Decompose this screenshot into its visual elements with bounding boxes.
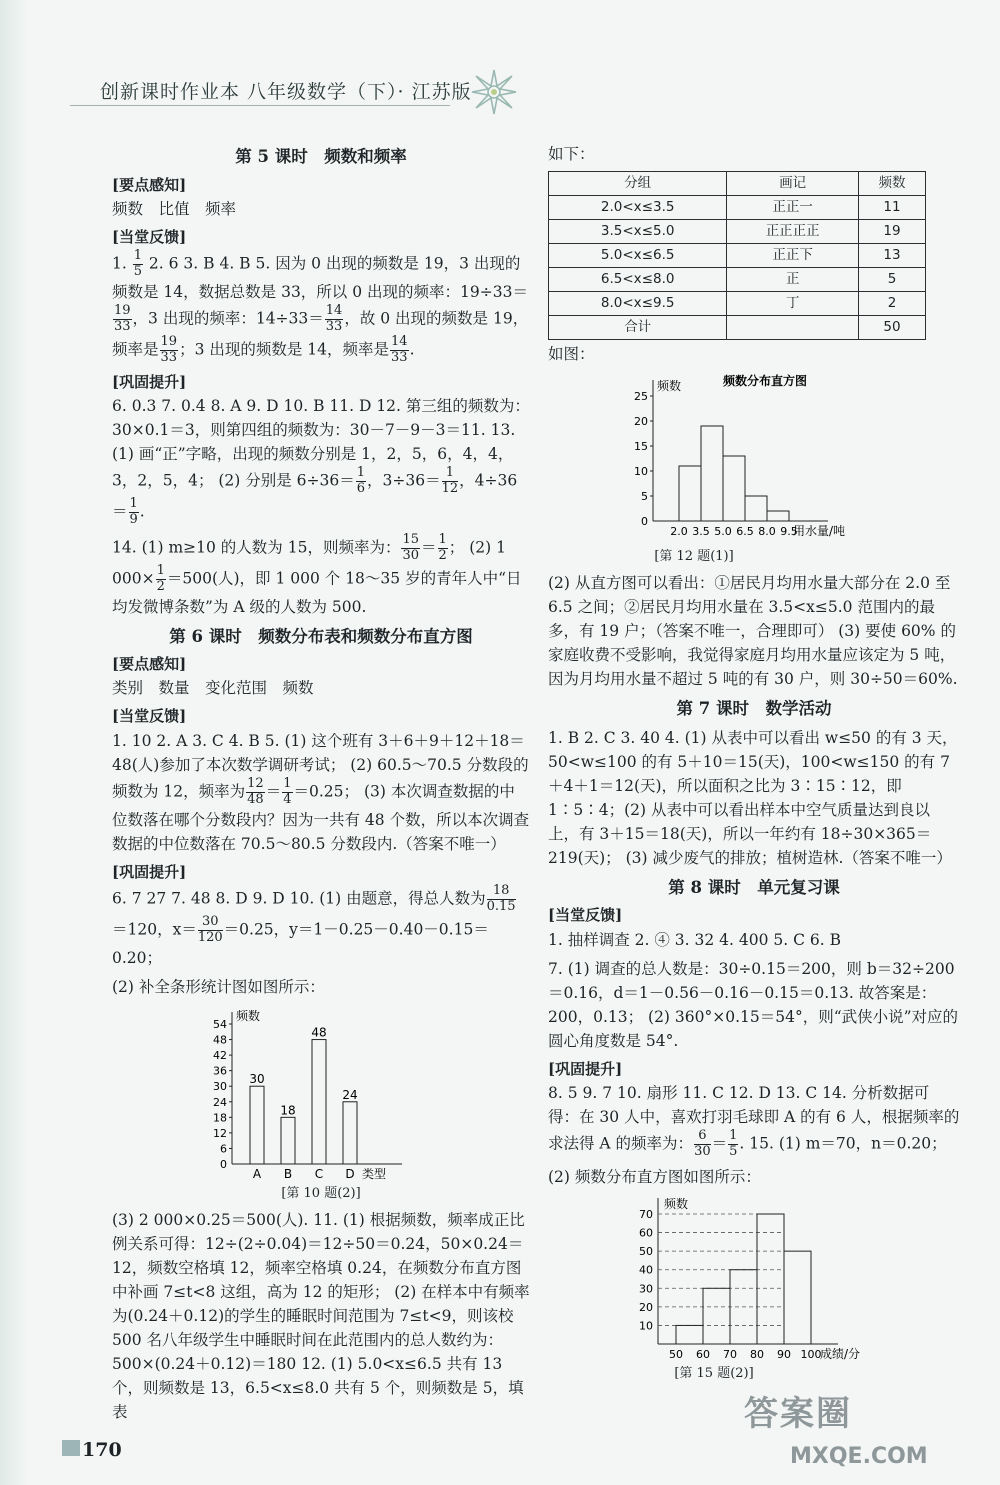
answer-paragraph: 1. 10 2. A 3. C 4. B 5. (1) 这个班有 3＋6＋9＋12＋18＝48(人)参加了本次数学调研考试； (2) 60.5～70.5 分数段的频数为 12，频率为 $\frac{12}{48}$ ＝ $\frac{1}{4}$ ＝0.25； (3) 本次调查数据的中位数落在哪个分数段内？因为一共有 48 个数，所以本次调查数据的中位数落在 70.5～80.5 分数段内.（答案不唯一） xyxy=(112,731,530,853)
fraction: $\frac{1}{12}$ xyxy=(441,465,459,496)
y-tick-label: 0 xyxy=(641,515,648,529)
answer-paragraph: 1. 抽样调查 2. ④ 3. 32 4. 400 5. C 6. B xyxy=(548,930,841,949)
y-tick-label: 15 xyxy=(634,440,648,454)
y-tick-label: 10 xyxy=(634,465,648,479)
watermark-url: MXQE.COM xyxy=(790,1444,928,1469)
left-column xyxy=(112,142,530,1429)
data-label: 18 xyxy=(280,1102,296,1117)
fraction: $\frac{1}{5}$ xyxy=(729,1128,738,1160)
x-tick-label: A xyxy=(252,1166,262,1181)
y-tick-label: 20 xyxy=(639,1300,653,1314)
answer-paragraph: (3) 2 000×0.25＝500(人). 11. (1) 根据频数，频率成正比例关系可得：12÷(2÷0.04)＝12÷50＝0.24，50×0.24＝12，频数空格填 12，频率空格填 0.24，在频数分布直方图中补画 7≤t<8 这组，高为 12 的矩形； (2) 在样本中有频率为(0.24＋0.12)的学生的睡眠时间范围为 7≤t<9，则该校 500 名八年级学生中睡眠时间在此范围内的总人数约为：500×(0.24＋0.12)＝180 12. (1) 5.0<x≤6.5 共有 13 个，则频数是 13，6.5<x≤8.0 共有 5 个，则频数是 5，填表 xyxy=(112,1210,530,1421)
answer-paragraph: 8. 5 9. 7 10. 扇形 11. C 12. D 13. C 14. 分析数据可得：在 30 人中，喜欢打羽毛球即 A 的有 6 人，根据频率的求法得 A 的频率为： $\frac{6}{30}$ ＝ $\frac{1}{5}$ . 15. (1) m＝70，n＝0.20； xyxy=(548,1084,960,1160)
section-heading: [巩固提升] xyxy=(112,372,187,391)
fraction: $\frac{1}{6}$ xyxy=(356,465,366,496)
answer-paragraph: (2) 频数分布直方图如图所示： xyxy=(548,1167,761,1186)
table-row: 合计 50 xyxy=(549,316,926,340)
data-label: 30 xyxy=(249,1071,265,1086)
section-heading: [当堂反馈] xyxy=(548,906,623,925)
x-tick-label: 6.5 xyxy=(736,525,754,539)
histogram-q12 xyxy=(548,371,960,547)
y-tick-label: 10 xyxy=(639,1319,653,1333)
x-tick-label: 80 xyxy=(750,1347,764,1361)
x-tick-label: 2.0 xyxy=(670,525,688,539)
fraction: $\frac{19}{33}$ xyxy=(114,302,131,334)
fraction: $\frac{12}{48}$ xyxy=(247,775,264,807)
y-tick-label: 20 xyxy=(634,415,648,429)
y-tick-label: 54 xyxy=(213,1017,227,1031)
x-axis-label: 用水量/吨 xyxy=(793,524,846,539)
fraction: $\frac{1}{9}$ xyxy=(129,495,138,527)
x-tick-label: B xyxy=(283,1166,293,1181)
chart-caption: [第 15 题(2)] xyxy=(674,1365,754,1381)
page-edge-shadow xyxy=(0,0,28,1485)
key-points-text: 频数 比值 频率 xyxy=(112,199,237,218)
chart-caption: [第 10 题(2)] xyxy=(281,1185,361,1201)
histogram-bar xyxy=(767,511,789,521)
fraction: $\frac{1}{2}$ xyxy=(438,531,447,563)
running-header: 创新课时作业本 八年级数学（下）· 江苏版 xyxy=(100,81,472,103)
y-axis-label: 频数 xyxy=(657,379,682,394)
lesson5-title: 第 5 课时 频数和频率 xyxy=(235,147,407,166)
section-heading: [当堂反馈] xyxy=(112,227,187,246)
fraction: $\frac{15}{30}$ xyxy=(402,531,419,563)
histogram-bar xyxy=(745,496,767,521)
answer-paragraph: 如图： xyxy=(548,345,595,364)
histogram-bar xyxy=(679,466,701,521)
y-tick-label: 50 xyxy=(639,1245,653,1259)
table-header-cell: 分组 xyxy=(549,172,727,196)
y-tick-label: 36 xyxy=(213,1064,227,1078)
fraction: $\frac{30}{120}$ xyxy=(197,913,223,945)
y-tick-label: 60 xyxy=(639,1226,653,1240)
fraction: $\frac{18}{0.15}$ xyxy=(486,882,516,914)
x-tick-label: 9.5 xyxy=(780,525,798,539)
answer-paragraph: 14. (1) m≥10 的人数为 15，则频率为： $\frac{15}{30}$ ＝ $\frac{1}{2}$ ； (2) 1 000× $\frac{1}{2}$ ＝500(人)，即 1 000 个 18～35 岁的青年人中“日均发微博条数”为 A 级的人数为 500. xyxy=(112,531,522,616)
histogram-bar xyxy=(703,1288,730,1344)
lesson8-title: 第 8 课时 单元复习课 xyxy=(668,877,840,897)
y-axis-label: 频数 xyxy=(664,1196,689,1211)
data-label: 48 xyxy=(311,1025,327,1040)
fraction: $\frac{1}{2}$ xyxy=(156,562,165,594)
table-row: 2.0<x≤3.5 正正一 11 xyxy=(549,196,926,220)
page-number: 170 xyxy=(82,1439,122,1461)
y-tick-label: 42 xyxy=(213,1048,227,1062)
y-tick-label: 12 xyxy=(213,1126,227,1140)
table-row: 5.0<x≤6.5 正正下 13 xyxy=(549,244,926,268)
flower-ornament-icon xyxy=(468,66,520,118)
x-tick-label: 60 xyxy=(696,1347,710,1361)
bar xyxy=(250,1086,264,1164)
lesson7-title: 第 7 课时 数学活动 xyxy=(676,699,832,719)
y-tick-label: 24 xyxy=(213,1095,227,1109)
histogram-bar xyxy=(784,1251,811,1344)
table-header-cell: 画记 xyxy=(727,172,859,196)
x-tick-label: 8.0 xyxy=(758,525,776,539)
chart-caption: [第 12 题(1)] xyxy=(654,549,734,565)
right-column xyxy=(548,142,960,1384)
page-marker-icon xyxy=(62,1440,80,1456)
key-points-text: 类别 数量 变化范围 频数 xyxy=(112,679,314,698)
y-tick-label: 30 xyxy=(639,1282,653,1296)
y-tick-label: 18 xyxy=(213,1110,227,1124)
answer-paragraph: 6. 7 27 7. 48 8. D 9. D 10. (1) 由题意，得总人数为 $\frac{18}{0.15}$ ＝120，x＝ $\frac{30}{120}$ ＝0.25，y＝1－0.25－0.40－0.15＝0.20； xyxy=(112,882,516,967)
fraction: $\frac{1}{5}$ xyxy=(133,248,142,280)
x-tick-label: D xyxy=(345,1166,355,1181)
y-tick-label: 30 xyxy=(213,1079,227,1093)
y-tick-label: 25 xyxy=(634,390,648,404)
table-row: 3.5<x≤5.0 正正正正 19 xyxy=(549,220,926,244)
y-tick-label: 6 xyxy=(220,1142,227,1156)
section-heading: [要点感知] xyxy=(112,655,187,674)
x-axis-label: 成绩/分 xyxy=(820,1346,861,1361)
bar xyxy=(281,1117,295,1164)
x-tick-label: 90 xyxy=(777,1347,791,1361)
chart-title: 频数分布直方图 xyxy=(723,374,808,389)
histogram-bar xyxy=(757,1214,784,1344)
watermark-logo: 答案圈 xyxy=(744,1394,852,1434)
frequency-table xyxy=(548,171,926,340)
x-tick-label: 5.0 xyxy=(714,525,732,539)
x-tick-label: 50 xyxy=(669,1347,683,1361)
lesson6-title: 第 6 课时 频数分布表和频数分布直方图 xyxy=(169,626,473,646)
y-tick-label: 5 xyxy=(641,490,648,504)
section-heading: [当堂反馈] xyxy=(112,707,187,726)
answer-paragraph: 1. B 2. C 3. 40 4. (1) 从表中可以看出 w≤50 的有 3 天，50<w≤100 的有 5＋10＝15(天)，100<w≤150 的有 7＋4＋1＝12(天)，所以面积之比为 3∶15∶12，即 1∶5∶4；(2) 从表中可以看出样本中空气质量达到良以上，有 3＋15＝18(天)，所以一年约有 18÷30×365＝219(天)； (3) 减少废气的排放；植树造林.（答案不唯一） xyxy=(548,728,958,867)
header-rule xyxy=(70,105,450,106)
y-tick-label: 48 xyxy=(213,1033,227,1047)
fraction: $\frac{14}{33}$ xyxy=(325,302,343,334)
y-tick-label: 0 xyxy=(220,1157,227,1171)
table-header-row xyxy=(549,172,926,196)
table-row: 6.5<x≤8.0 正 5 xyxy=(549,268,926,292)
y-axis-label: 频数 xyxy=(236,1008,261,1023)
histogram-bar xyxy=(676,1325,703,1344)
answer-paragraph: 1. $\frac{1}{5}$ 2. 6 3. B 4. B 5. 因为 0 出现的频数是 19，3 出现的频数是 14，数据总数是 33，所以 0 出现的频率：19÷33＝ $\frac{19}{33}$ ，3 出现的频率：14÷33＝ $\frac{14}{33}$ ，故 0 出现的频数是 19，频率是 $\frac{19}{33}$ ；3 出现的频数是 14，频率是 $\frac{14}{33}$ . xyxy=(112,248,529,365)
answer-paragraph: (2) 补全条形统计图如图所示： xyxy=(112,977,325,996)
y-tick-label: 70 xyxy=(639,1207,653,1221)
x-tick-label: 3.5 xyxy=(692,525,710,539)
table-row: 8.0<x≤9.5 丁 2 xyxy=(549,292,926,316)
section-heading: [巩固提升] xyxy=(112,862,187,881)
table-header-cell: 频数 xyxy=(858,172,925,196)
y-tick-label: 40 xyxy=(639,1263,653,1277)
section-heading: [巩固提升] xyxy=(548,1059,623,1078)
histogram-bar xyxy=(701,426,723,521)
fraction: $\frac{1}{4}$ xyxy=(283,775,292,807)
bar xyxy=(312,1039,326,1163)
answer-paragraph: 如下： xyxy=(548,145,595,163)
answer-paragraph: (2) 从直方图可以看出：①居民月均用水量大部分在 2.0 至 6.5 之间；②居民月均用水量在 3.5<x≤5.0 范围内的最多，有 19 户；（答案不唯一，合理即可） (3) 要使 60% 的家庭收费不受影响，我觉得家庭月均用水量应该定为 5 吨，因为月均用水量不超过 5 吨的有 30 户，则 30÷50＝60%. xyxy=(548,574,958,689)
fraction: $\frac{6}{30}$ xyxy=(694,1128,711,1160)
data-label: 24 xyxy=(342,1087,358,1102)
x-tick-label: 100 xyxy=(800,1347,822,1361)
section-heading: [要点感知] xyxy=(112,175,187,194)
histogram-q15 xyxy=(548,1194,960,1364)
fraction: $\frac{19}{33}$ xyxy=(160,333,178,365)
x-tick-label: 70 xyxy=(723,1347,737,1361)
answer-paragraph: 7. (1) 调查的总人数是：30÷0.15＝200，则 b＝32÷200＝0.16，d＝1－0.56－0.16－0.15＝0.13. 故答案是：200，0.13； (2) 360°×0.15＝54°，则“武侠小说”对应的圆心角度数是 54°. xyxy=(548,959,959,1050)
answer-paragraph: 6. 0.3 7. 0.4 8. A 9. D 10. B 11. D 12. 第三组的频数为：30×0.1＝3，则第四组的频数为：30－7－9－3＝11. 13. (1) 画“正”字略，出现的频数分别是 1，2，5，6，4，4，3，2，5，4； (2) 分别是 6÷36＝ $\frac{1}{6}$ ，3÷36＝ $\frac{1}{12}$ ，4÷36＝ $\frac{1}{9}$ . xyxy=(112,396,530,527)
bar xyxy=(343,1101,357,1163)
x-axis-label: 类型 xyxy=(362,1166,387,1181)
histogram-bar xyxy=(723,456,745,521)
bar-chart-q10 xyxy=(112,1004,530,1184)
fraction: $\frac{14}{33}$ xyxy=(391,333,408,365)
x-tick-label: C xyxy=(314,1166,324,1181)
